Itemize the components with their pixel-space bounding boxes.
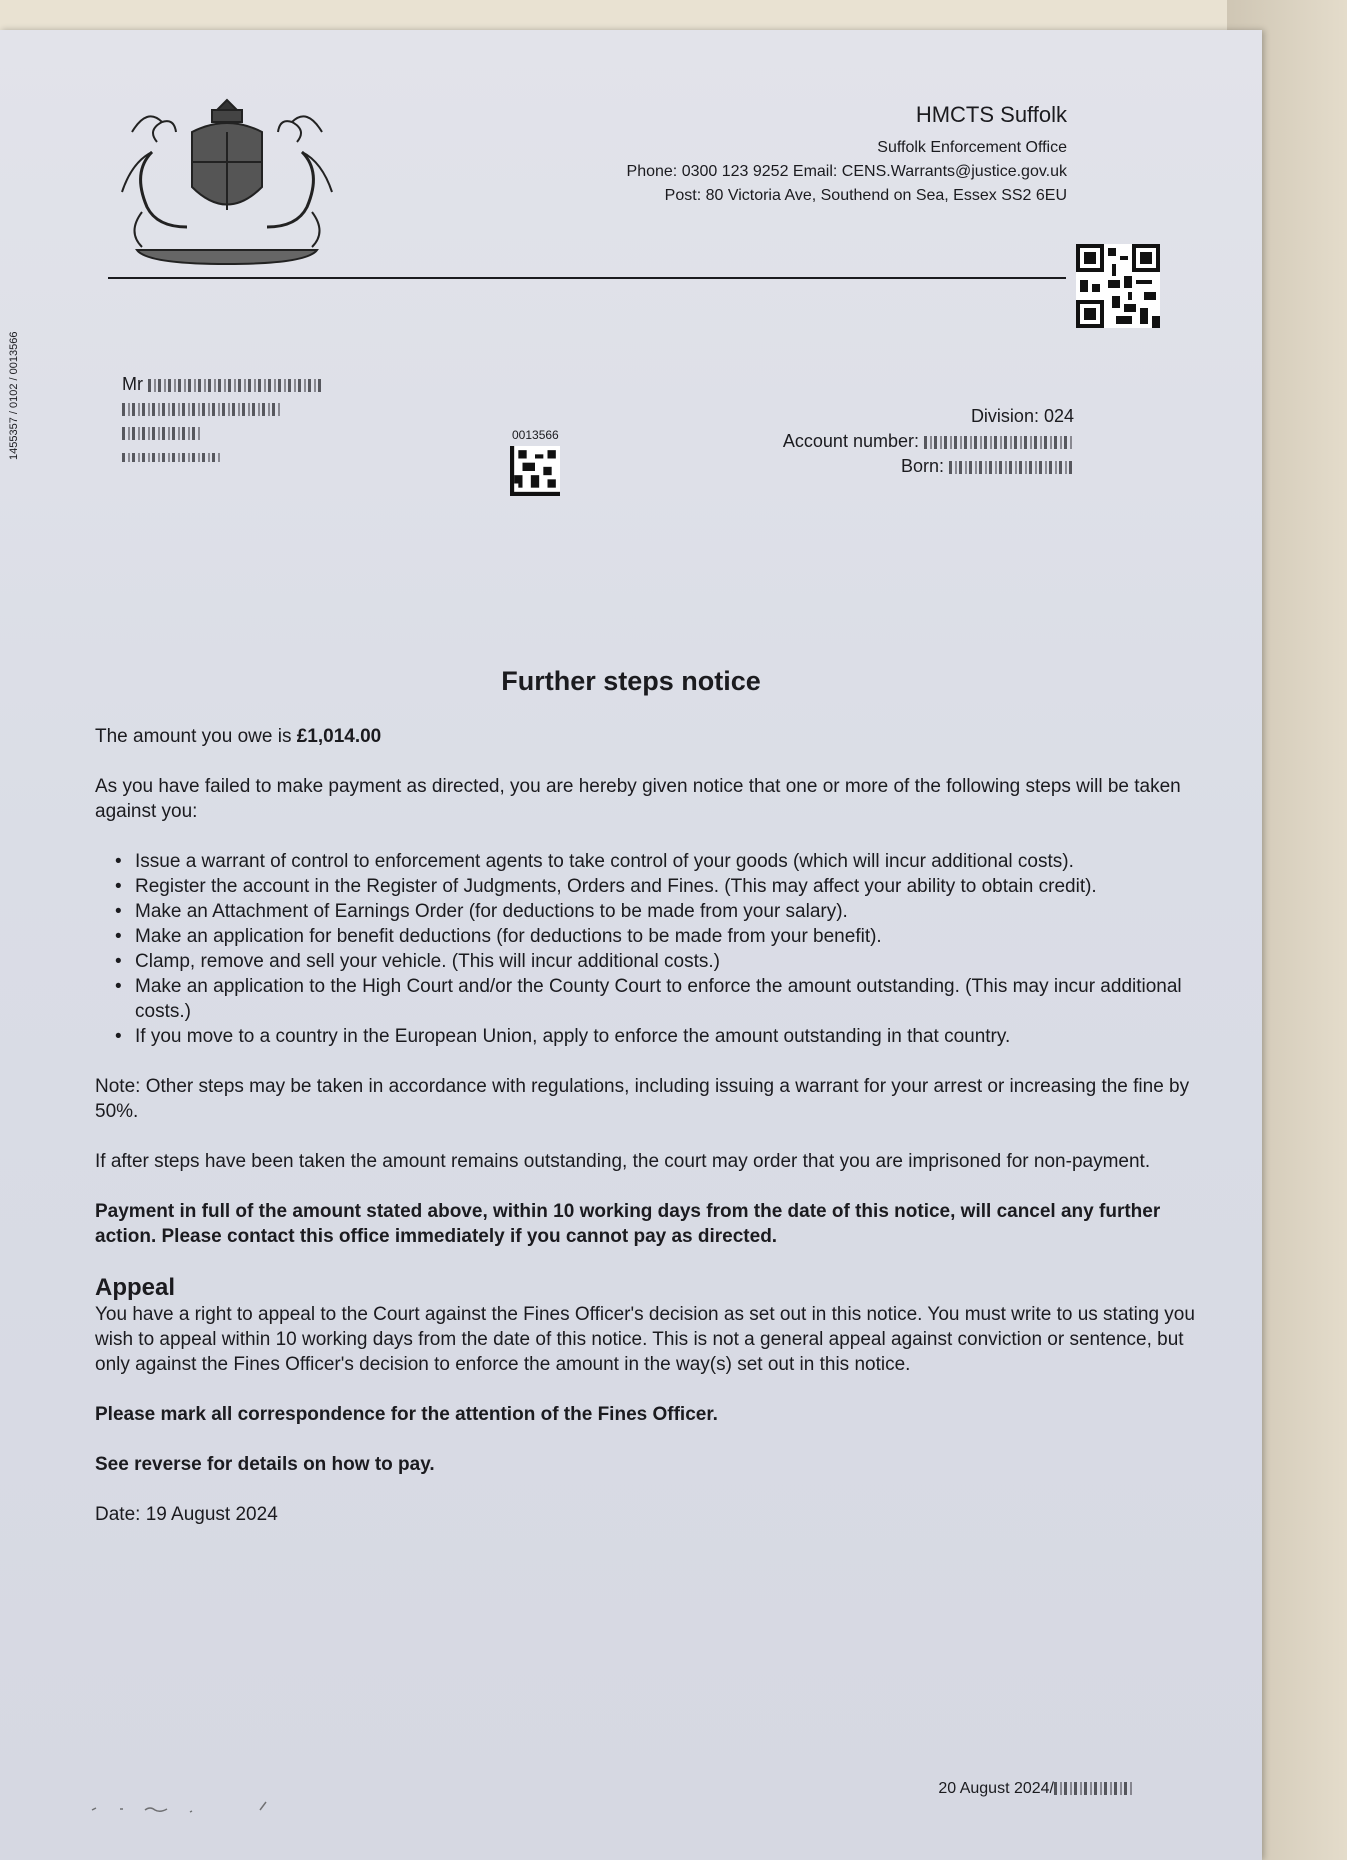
recipient-address: [122, 374, 323, 470]
postal-address: Post: 80 Victoria Ave, Southend on Sea, Essex SS2 6EU: [664, 187, 1067, 204]
account-details: [783, 404, 1074, 479]
step-text: Make an application to the High Court and/or the County Court to enforce the amount outstanding. (This may incur additional costs.): [135, 976, 1182, 1022]
organisation-name: HMCTS Suffolk: [915, 102, 1067, 127]
step-text: If you move to a country in the European Union, apply to enforce the amount outstanding in that country.: [135, 1026, 1011, 1047]
list-item: [113, 924, 1215, 949]
step-text: Register the account in the Register of Judgments, Orders and Fines. (This may affect your ability to obtain credit).: [135, 876, 1097, 897]
sender-block: [627, 102, 1067, 208]
note-paragraph: Note: Other steps may be taken in accordance with regulations, including issuing a warrant for your arrest or increasing the fine by 50%.: [95, 1076, 1190, 1122]
letter-page: [0, 30, 1262, 1860]
amount-owed: [95, 724, 1215, 749]
step-text: Clamp, remove and sell your vehicle. (This will incur additional costs.): [135, 951, 721, 972]
list-item: [113, 899, 1215, 924]
list-item: [113, 974, 1215, 1024]
barcode-number: 0013566: [512, 428, 559, 442]
faded-mark: [90, 1800, 290, 1816]
list-item: [113, 849, 1215, 874]
step-text: Issue a warrant of control to enforcement agents to take control of your goods (which will incur additional costs).: [135, 851, 1074, 872]
bullet-icon: •: [115, 926, 122, 947]
redacted-birth-date: [949, 461, 1074, 474]
list-item: [113, 949, 1215, 974]
notice-date: Date: 19 August 2024: [95, 1504, 278, 1525]
amount-prefix: The amount you owe is: [95, 726, 297, 747]
appeal-heading: Appeal: [95, 1274, 176, 1301]
redacted-address-line: [122, 427, 202, 440]
born-label: Born:: [900, 456, 944, 476]
bullet-icon: •: [115, 976, 122, 997]
footer-print-date: [938, 1780, 1134, 1798]
qr-code-icon: [1076, 244, 1160, 328]
side-reference-code: 1455357 / 0102 / 0013566: [8, 331, 20, 460]
list-item: [113, 1024, 1215, 1049]
data-matrix-icon: [510, 446, 560, 496]
steps-list: [113, 849, 1215, 1049]
correspondence-note: Please mark all correspondence for the attention of the Fines Officer.: [95, 1404, 718, 1425]
redacted-address-line: [122, 453, 222, 462]
account-number-label: Account number:: [782, 431, 919, 451]
contact-details: Phone: 0300 123 9252 Email: CENS.Warrants@justice.gov.uk: [626, 163, 1067, 180]
appeal-paragraph: You have a right to appeal to the Court against the Fines Officer's decision as set out in this notice. You must write to us stating you wish to appeal within 10 working days from the date of this notice. This is not a general appeal against conviction or sentence, but only against the Fines Officer's decision to enforce the amount in the way(s) set out in this notice.: [95, 1304, 1195, 1375]
payment-warning: Payment in full of the amount stated above, within 10 working days from the date of this notice, will cancel any further action. Please contact this office immediately if you cannot pay as directed.: [95, 1201, 1161, 1247]
bullet-icon: •: [115, 851, 122, 872]
redacted-address-line: [122, 403, 282, 416]
imprisonment-paragraph: If after steps have been taken the amount remains outstanding, the court may order that you are imprisoned for non-payment.: [95, 1151, 1151, 1172]
intro-paragraph: As you have failed to make payment as directed, you are hereby given notice that one or more of the following steps will be taken against you:: [95, 776, 1181, 822]
list-item: [113, 874, 1215, 899]
footer-date-text: 20 August 2024/: [938, 1780, 1054, 1797]
step-text: Make an application for benefit deductions (for deductions to be made from your benefit).: [135, 926, 882, 947]
bullet-icon: •: [115, 901, 122, 922]
bullet-icon: •: [115, 1026, 122, 1047]
division-label: Division: 024: [970, 406, 1074, 426]
notice-title: Further steps notice: [501, 666, 761, 696]
bullet-icon: •: [115, 876, 122, 897]
amount-value: £1,014.00: [296, 726, 382, 747]
redacted-footer-reference: [1054, 1782, 1134, 1795]
redacted-name: [148, 379, 323, 392]
office-name: Suffolk Enforcement Office: [877, 139, 1067, 156]
royal-coat-of-arms-logo: [112, 92, 342, 268]
header-divider: [108, 277, 1066, 279]
recipient-salutation: Mr: [122, 374, 143, 394]
step-text: Make an Attachment of Earnings Order (for deductions to be made from your salary).: [135, 901, 848, 922]
redacted-account-number: [924, 436, 1074, 449]
reverse-note: See reverse for details on how to pay.: [95, 1454, 435, 1475]
notice-body: [95, 724, 1215, 1552]
bullet-icon: •: [115, 951, 122, 972]
